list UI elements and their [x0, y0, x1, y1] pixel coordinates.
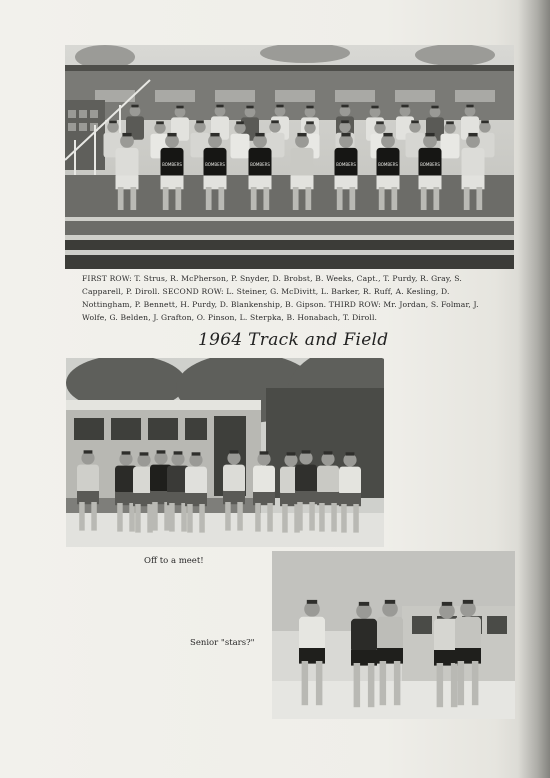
- shirt-logo-text: BOMBERS: [162, 161, 182, 167]
- bus-photo: [66, 358, 384, 547]
- bus-photo-illustration: [66, 358, 384, 547]
- senior-stars-illustration: [272, 551, 515, 719]
- shirt-logo-text: BOMBERS: [420, 161, 440, 167]
- senior-stars-photo: [272, 551, 515, 719]
- team-photo: [65, 45, 514, 269]
- shirt-logo-text: BOMBERS: [205, 161, 225, 167]
- shirt-logo-text: BOMBERS: [378, 161, 398, 167]
- shirt-logo-text: BOMBERS: [250, 161, 270, 167]
- shirt-logo-text: BOMBERS: [336, 161, 356, 167]
- team-photo-illustration: [65, 45, 514, 269]
- meet-photo-caption: Off to a meet!: [144, 556, 204, 566]
- page-binding-shadow: [518, 0, 550, 778]
- team-roster-caption: FIRST ROW: T. Strus, R. McPherson, P. Snyder, D. Brobst, B. Weeks, Capt., T. Purdy, R. Gray, S. Capparell, P. Diroll. SECOND ROW: L. Steiner, G. McDivitt, L. Barker, R. Ruff, A. Kesling, D. Nottingham, P. Bennett, H. Purdy, D. Blankenship, B. Gipson. THIRD ROW: Mr. Jordan, S. Folmar, J. Wolfe, G. Belden, J. Grafton, O. Pinson, L. Sterpka, B. Honabach, T. Diroll.: [82, 274, 479, 322]
- page-title: 1964 Track and Field: [198, 330, 389, 350]
- stars-photo-caption: Senior "stars?": [190, 638, 255, 648]
